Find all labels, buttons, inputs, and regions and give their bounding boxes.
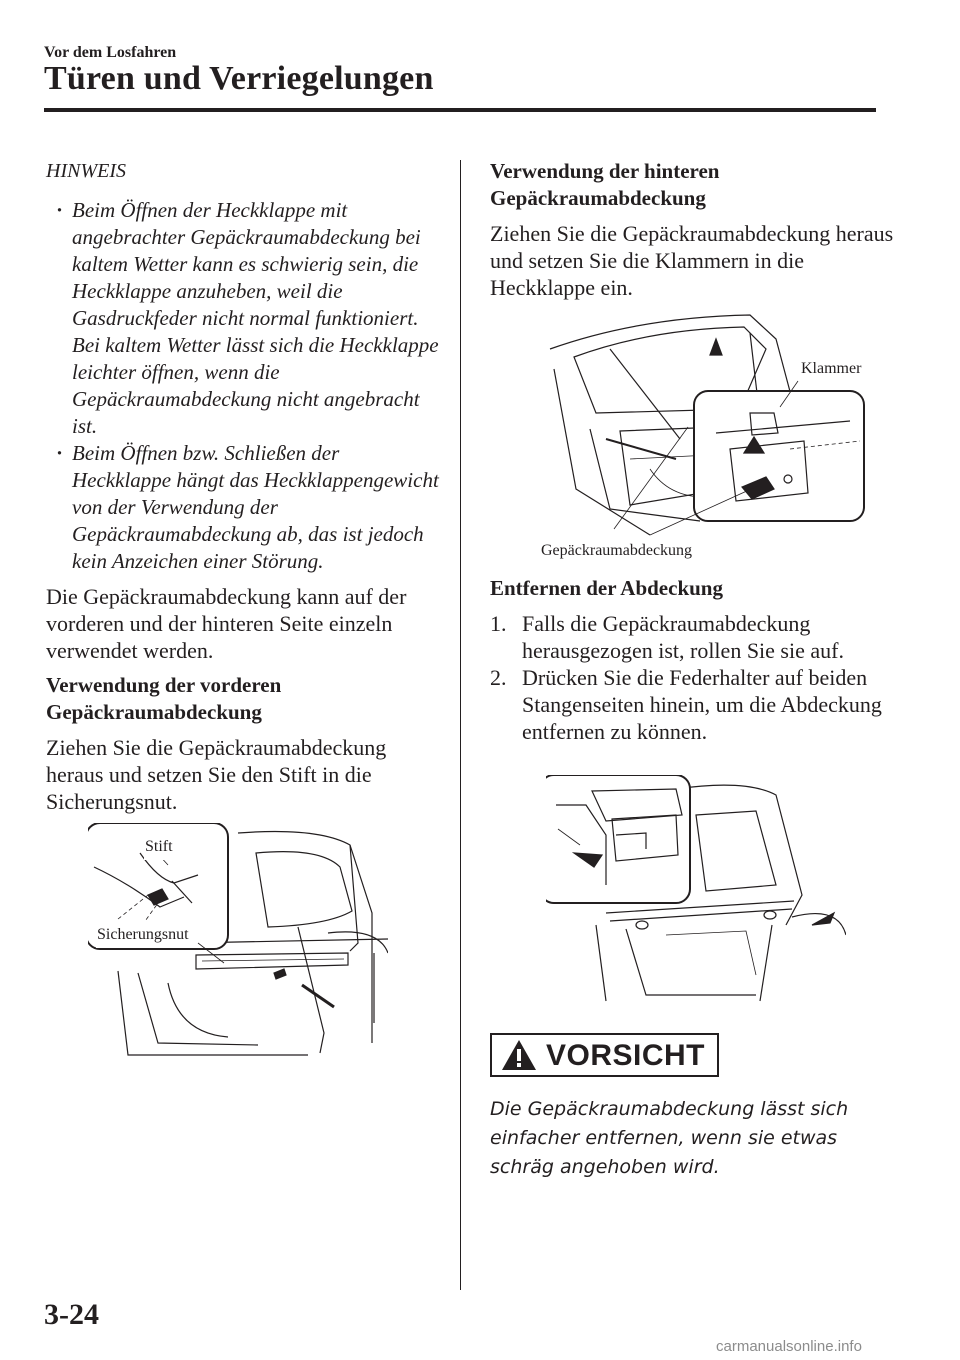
note-item: · Beim Öffnen bzw. Schließen der Heckklappe hängt das Heckklappengewicht von der Verwendung der Gepäckraumabdeckung ab, das ist jedoch kein Anzeichen einer Störung.: [46, 440, 442, 575]
remove-cover-heading: Entfernen der Abdeckung: [490, 576, 723, 600]
step-item: [490, 664, 900, 745]
rear-cover-heading: Verwendung der hinteren Gepäckraumabdeckung: [490, 159, 720, 210]
warning-icon: [500, 1038, 538, 1072]
column-divider: [460, 160, 461, 1290]
front-cover-heading: Verwendung der vorderen Gepäckraumabdeckung: [46, 673, 282, 724]
rear-cover-illustration: [530, 309, 880, 561]
label-klammer: Klammer: [800, 355, 862, 382]
page-number: 3-24: [44, 1298, 99, 1331]
page-title: Türen und Verriegelungen: [44, 60, 434, 97]
caution-text: Die Gepäckraumabdeckung lässt sich einfacher entfernen, wenn sie etwas schräg angehoben wird.: [490, 1098, 849, 1178]
note-heading: HINWEIS: [46, 160, 126, 182]
left-column: [46, 158, 442, 1063]
step-text: Falls die Gepäckraumabdeckung herausgezogen ist, rollen Sie sie auf.: [522, 611, 844, 663]
step-number: 2.: [490, 665, 507, 690]
label-stift: Stift: [144, 833, 174, 860]
step-text: Drücken Sie die Federhalter auf beiden Stangenseiten hinein, um die Abdeckung entfernen zu können.: [522, 665, 882, 744]
right-column: [490, 158, 900, 1182]
rear-cover-text: Ziehen Sie die Gepäckraumabdeckung heraus und setzen Sie die Klammern in die Heckklappe ein.: [490, 221, 894, 300]
intro-paragraph: Die Gepäckraumabdeckung kann auf der vorderen und der hinteren Seite einzeln verwendet werden.: [46, 584, 407, 663]
caution-banner: [490, 1033, 719, 1077]
header-rule: [44, 108, 876, 112]
section-label: Vor dem Losfahren: [44, 44, 177, 61]
step-item: [490, 610, 900, 664]
front-cover-text: Ziehen Sie die Gepäckraumabdeckung heraus und setzen Sie den Stift in die Sicherungsnut.: [46, 735, 387, 814]
label-gepaeckraumabdeckung: Gepäckraumabdeckung: [540, 537, 693, 564]
tailgate-clip-drawing: [530, 309, 880, 561]
spring-holder-drawing: [546, 775, 846, 1007]
front-cover-illustration: [88, 823, 388, 1063]
remove-cover-illustration: [546, 775, 846, 1007]
label-sicherungsnut: Sicherungsnut: [96, 921, 190, 948]
note-item: · Beim Öffnen der Heckklappe mit angebrachter Gepäckraumabdeckung bei kaltem Wetter kann es schwierig sein, die Heckklappe anzuheben, weil die Gasdruckfeder nicht normal funktioniert. Bei kaltem Wetter lässt sich die Heckklappe leichter öffnen, wenn die Gepäckraumabdeckung nicht angebracht ist.: [46, 197, 442, 440]
watermark: carmanualsonline.info: [716, 1338, 862, 1355]
caution-label: VORSICHT: [546, 1038, 706, 1072]
remove-steps: [490, 610, 900, 745]
step-number: 1.: [490, 611, 507, 636]
note-list: [46, 197, 442, 575]
